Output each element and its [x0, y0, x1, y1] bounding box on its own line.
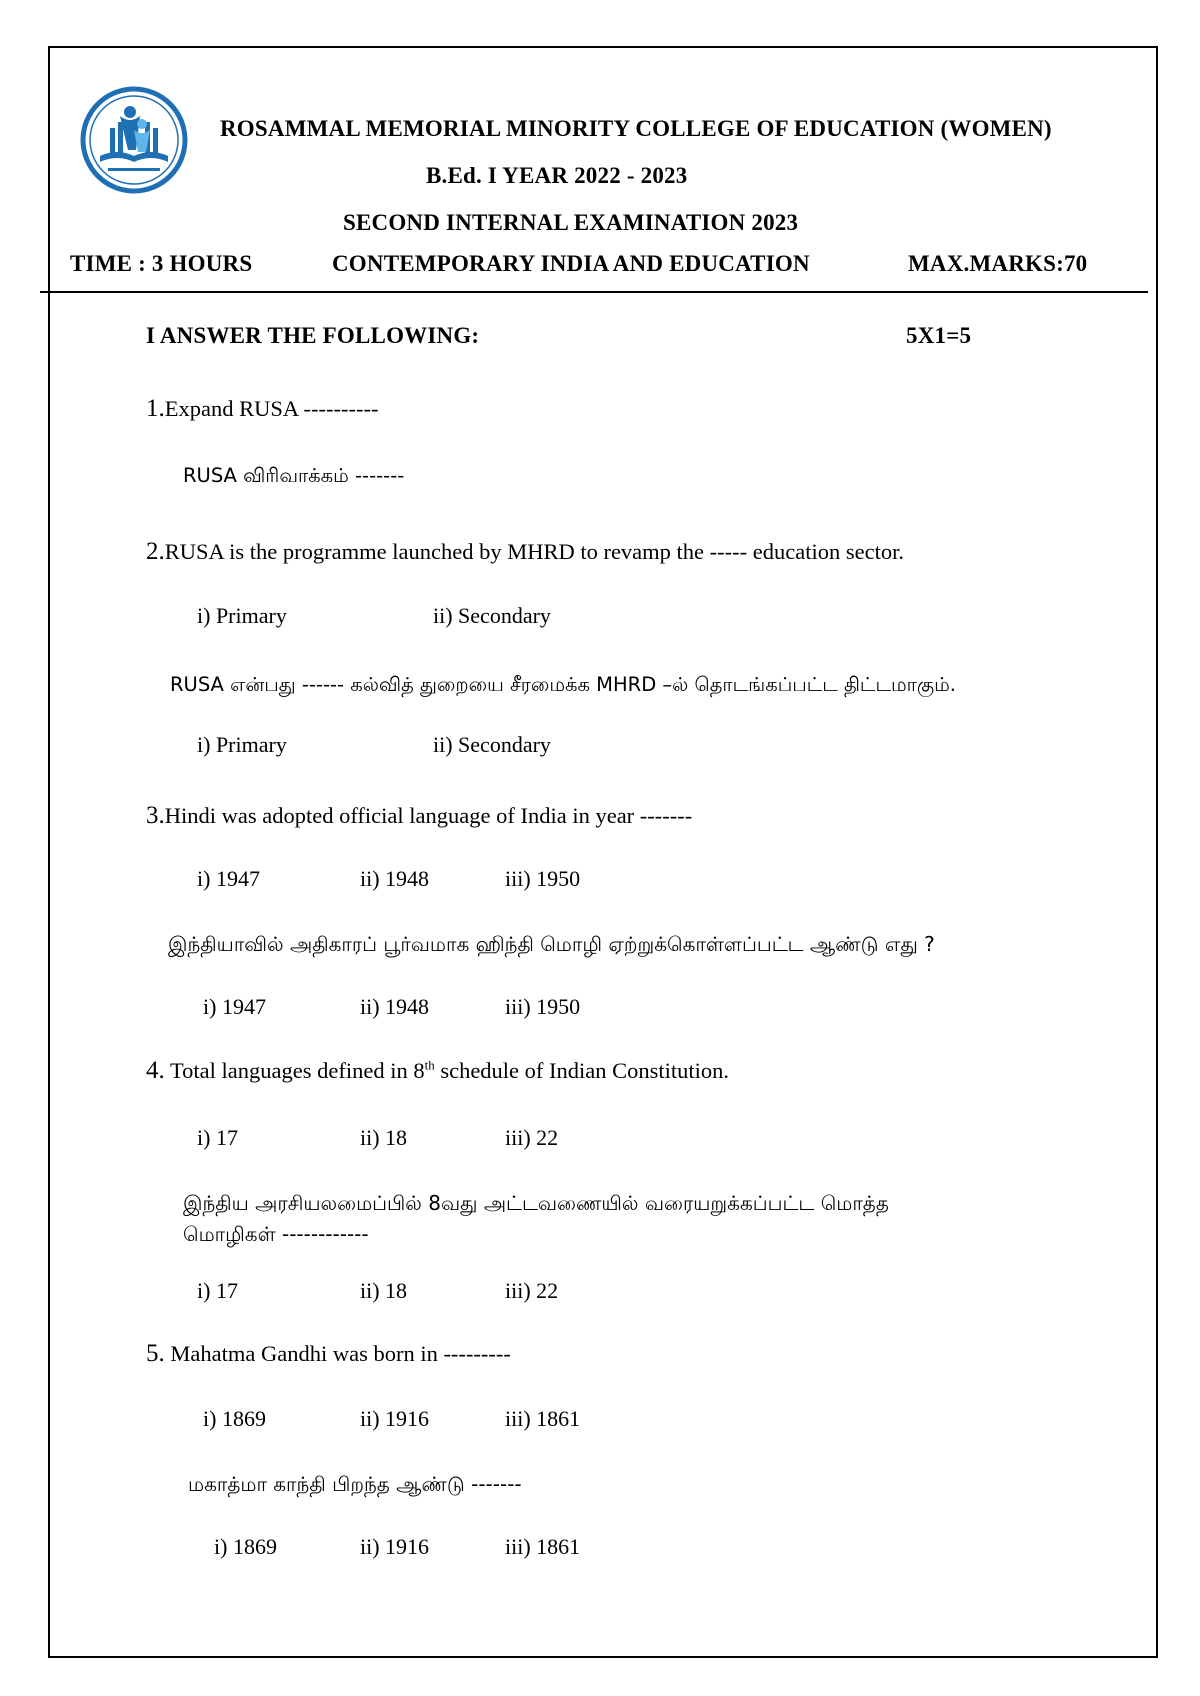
question-text: schedule of Indian Constitution. — [434, 1058, 730, 1083]
option: i) Primary — [197, 603, 287, 628]
question-number: 4. — [146, 1057, 165, 1084]
question-number: 3. — [146, 802, 165, 829]
question-1 — [146, 395, 378, 423]
max-marks: MAX.MARKS:70 — [908, 251, 1088, 276]
option: iii) 1861 — [505, 1534, 581, 1559]
option: ii) 1948 — [360, 994, 430, 1019]
option: iii) 1950 — [505, 994, 581, 1019]
question-5-tamil: மகாத்மா காந்தி பிறந்த ஆண்டு ------- — [188, 1472, 522, 1496]
option: iii) 1950 — [505, 866, 581, 891]
section-marks: 5X1=5 — [906, 323, 972, 348]
question-4-tamil-line2: மொழிகள் ------------ — [183, 1222, 369, 1246]
option: i) 1947 — [197, 866, 260, 891]
question-2 — [146, 538, 904, 566]
option: ii) 18 — [360, 1278, 408, 1303]
question-1-tamil: RUSA விரிவாக்கம் ------- — [183, 464, 405, 487]
option: i) 17 — [197, 1278, 238, 1303]
question-3 — [146, 802, 692, 830]
subject-title: CONTEMPORARY INDIA AND EDUCATION — [332, 251, 810, 276]
question-number: 1. — [146, 395, 165, 422]
question-4-tamil-line1: இந்திய அரசியலமைப்பில் 8வது அட்டவணையில் வரையறுக்கப்பட்ட மொத்த — [183, 1191, 889, 1215]
question-2-tamil: RUSA என்பது ------ கல்வித் துறையை சீரமைக்க MHRD –ல் தொடங்கப்பட்ட திட்டமாகும். — [170, 673, 956, 696]
question-number: 2. — [146, 538, 165, 565]
superscript: th — [424, 1057, 435, 1073]
option: iii) 22 — [505, 1125, 559, 1150]
college-name: ROSAMMAL MEMORIAL MINORITY COLLEGE OF EDUCATION (WOMEN) — [220, 116, 1052, 141]
question-text: Mahatma Gandhi was born in --------- — [164, 1341, 511, 1366]
section-title: I ANSWER THE FOLLOWING: — [146, 323, 480, 348]
option: i) Primary — [197, 732, 287, 757]
question-3-tamil: இந்தியாவில் அதிகாரப் பூர்வமாக ஹிந்தி மொழி ஏற்றுக்கொள்ளப்பட்ட ஆண்டு எது ? — [168, 932, 935, 956]
exam-title: SECOND INTERNAL EXAMINATION 2023 — [343, 210, 799, 235]
college-logo-icon — [80, 86, 188, 194]
question-5 — [146, 1340, 511, 1368]
option: iii) 1861 — [505, 1406, 581, 1431]
option: i) 17 — [197, 1125, 238, 1150]
question-number: 5. — [146, 1340, 165, 1367]
option: ii) Secondary — [433, 732, 551, 757]
header-divider — [40, 291, 1148, 293]
question-4 — [146, 1057, 729, 1085]
option: ii) 1948 — [360, 866, 430, 891]
option: i) 1947 — [203, 994, 266, 1019]
option: ii) 1916 — [360, 1406, 430, 1431]
option: i) 1869 — [214, 1534, 277, 1559]
question-text: Total languages defined in 8 — [164, 1058, 425, 1083]
question-text: Hindi was adopted official language of India in year ------- — [164, 803, 693, 828]
option: i) 1869 — [203, 1406, 266, 1431]
question-text: RUSA is the programme launched by MHRD to revamp the ----- education sector. — [164, 539, 904, 564]
exam-duration: TIME : 3 HOURS — [70, 251, 253, 276]
option: ii) Secondary — [433, 603, 551, 628]
option: ii) 1916 — [360, 1534, 430, 1559]
question-text: Expand RUSA ---------- — [164, 396, 379, 421]
option: ii) 18 — [360, 1125, 408, 1150]
option: iii) 22 — [505, 1278, 559, 1303]
course-year: B.Ed. I YEAR 2022 - 2023 — [426, 163, 688, 188]
